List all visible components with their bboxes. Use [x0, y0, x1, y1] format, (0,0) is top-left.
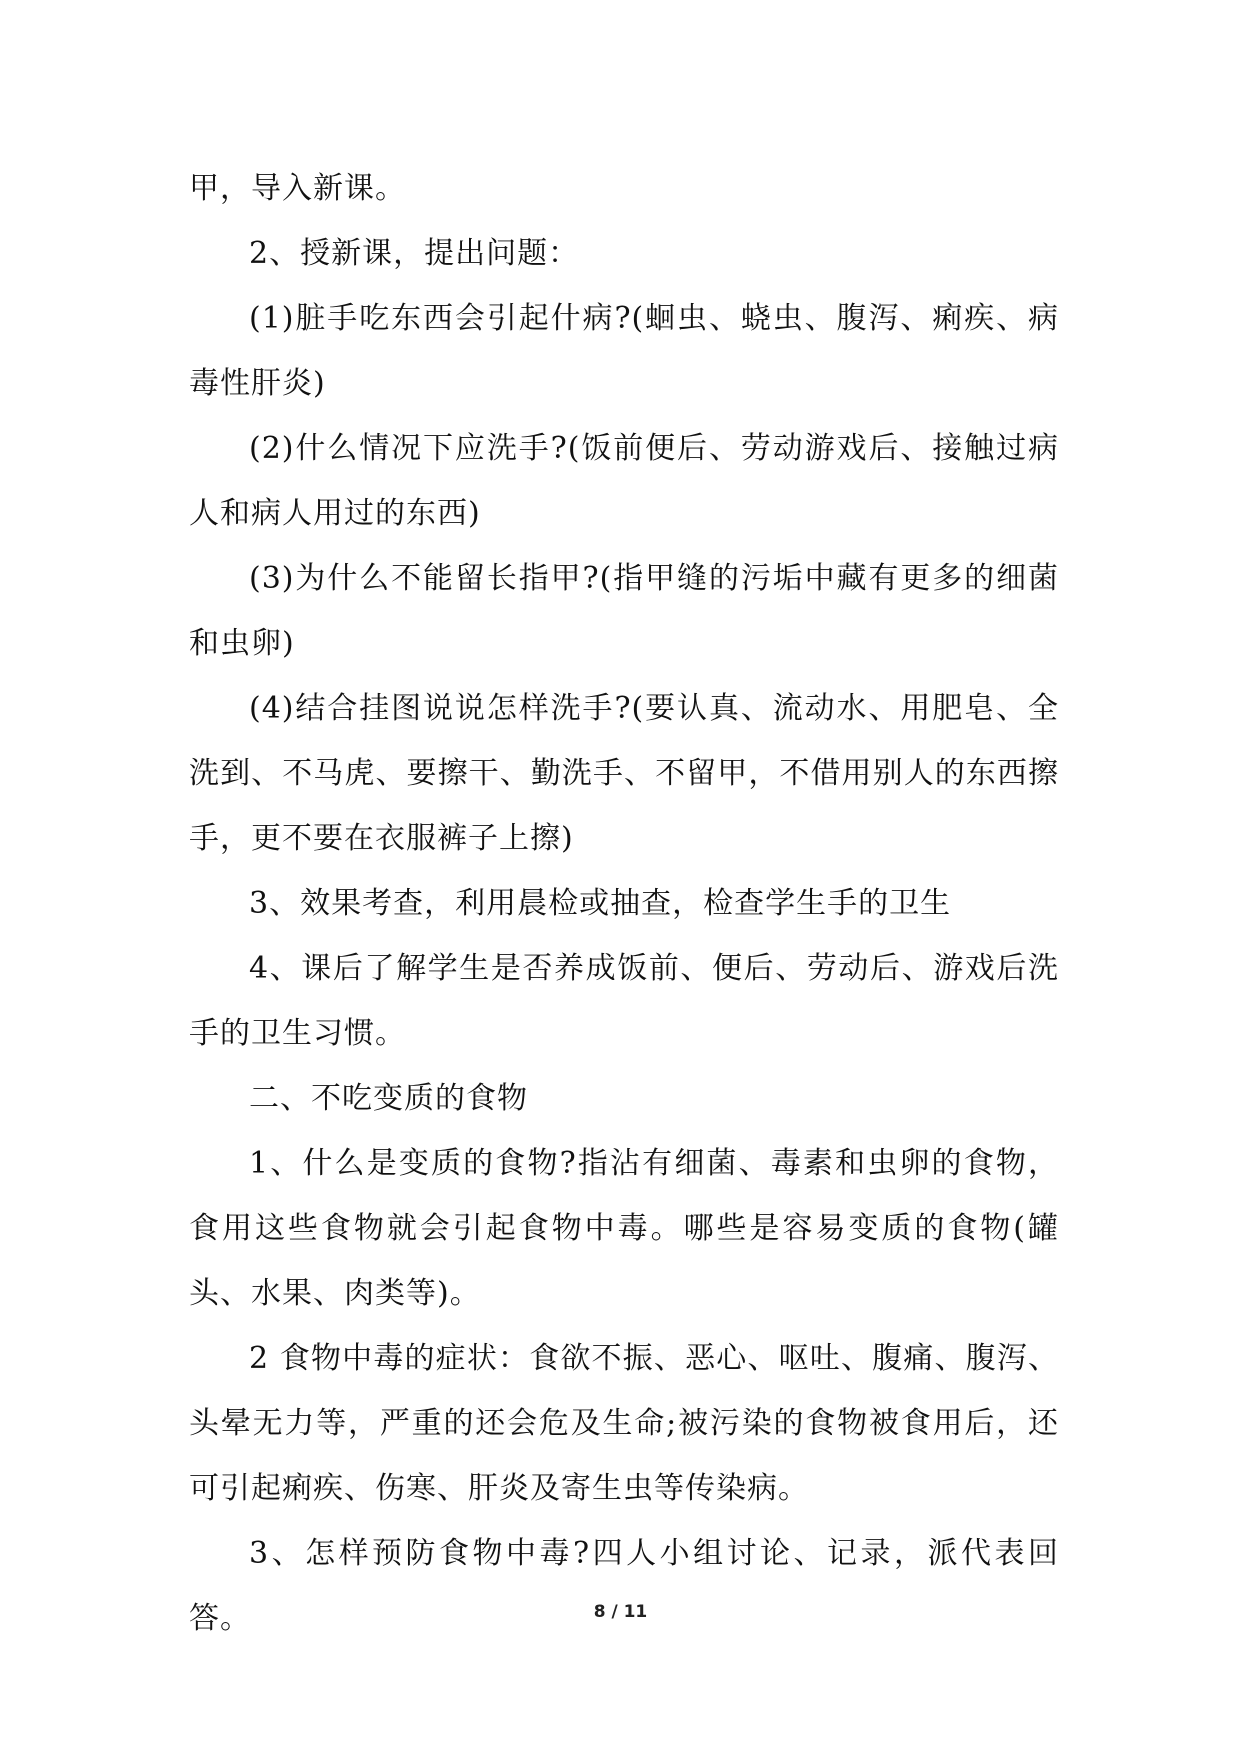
- page-number: 8 / 11: [593, 1602, 648, 1622]
- paragraph-question-2: (2)什么情况下应洗手?(饭前便后、劳动游戏后、接触过病人和病人用过的东西): [189, 431, 1059, 531]
- paragraph-question-1: (1)脏手吃东西会引起什病?(蛔虫、蛲虫、腹泻、痢疾、病毒性肝炎): [189, 301, 1059, 401]
- paragraph-question-4: (4)结合挂图说说怎样洗手?(要认真、流动水、用肥皂、全洗到、不马虎、要擦干、勤洗手、不留甲，不借用别人的东西擦手，更不要在衣服裤子上擦): [189, 691, 1059, 856]
- paragraph-poisoning-symptoms: 2 食物中毒的症状：食欲不振、恶心、呕吐、腹痛、腹泻、头晕无力等，严重的还会危及生命;被污染的食物被食用后，还可引起痢疾、伤寒、肝炎及寄生虫等传染病。: [189, 1341, 1059, 1506]
- section-heading-spoiled-food: 二、不吃变质的食物: [249, 1081, 528, 1116]
- paragraph-prevention: 3、怎样预防食物中毒?四人小组讨论、记录，派代表回答。: [189, 1536, 1059, 1636]
- paragraph-question-3: (3)为什么不能留长指甲?(指甲缝的污垢中藏有更多的细菌和虫卵): [189, 561, 1059, 661]
- paragraph-spoiled-food-definition: 1、什么是变质的食物?指沾有细菌、毒素和虫卵的食物，食用这些食物就会引起食物中毒。哪些是容易变质的食物(罐头、水果、肉类等)。: [189, 1146, 1059, 1311]
- paragraph-intro-end: 甲，导入新课。: [189, 171, 406, 206]
- paragraph-after-class: 4、课后了解学生是否养成饭前、便后、劳动后、游戏后洗手的卫生习惯。: [189, 951, 1059, 1051]
- document-body: [189, 156, 1059, 1651]
- paragraph-new-lesson: 2、授新课，提出问题：: [249, 236, 580, 271]
- paragraph-effect-check: 3、效果考查，利用晨检或抽查，检查学生手的卫生: [249, 886, 952, 921]
